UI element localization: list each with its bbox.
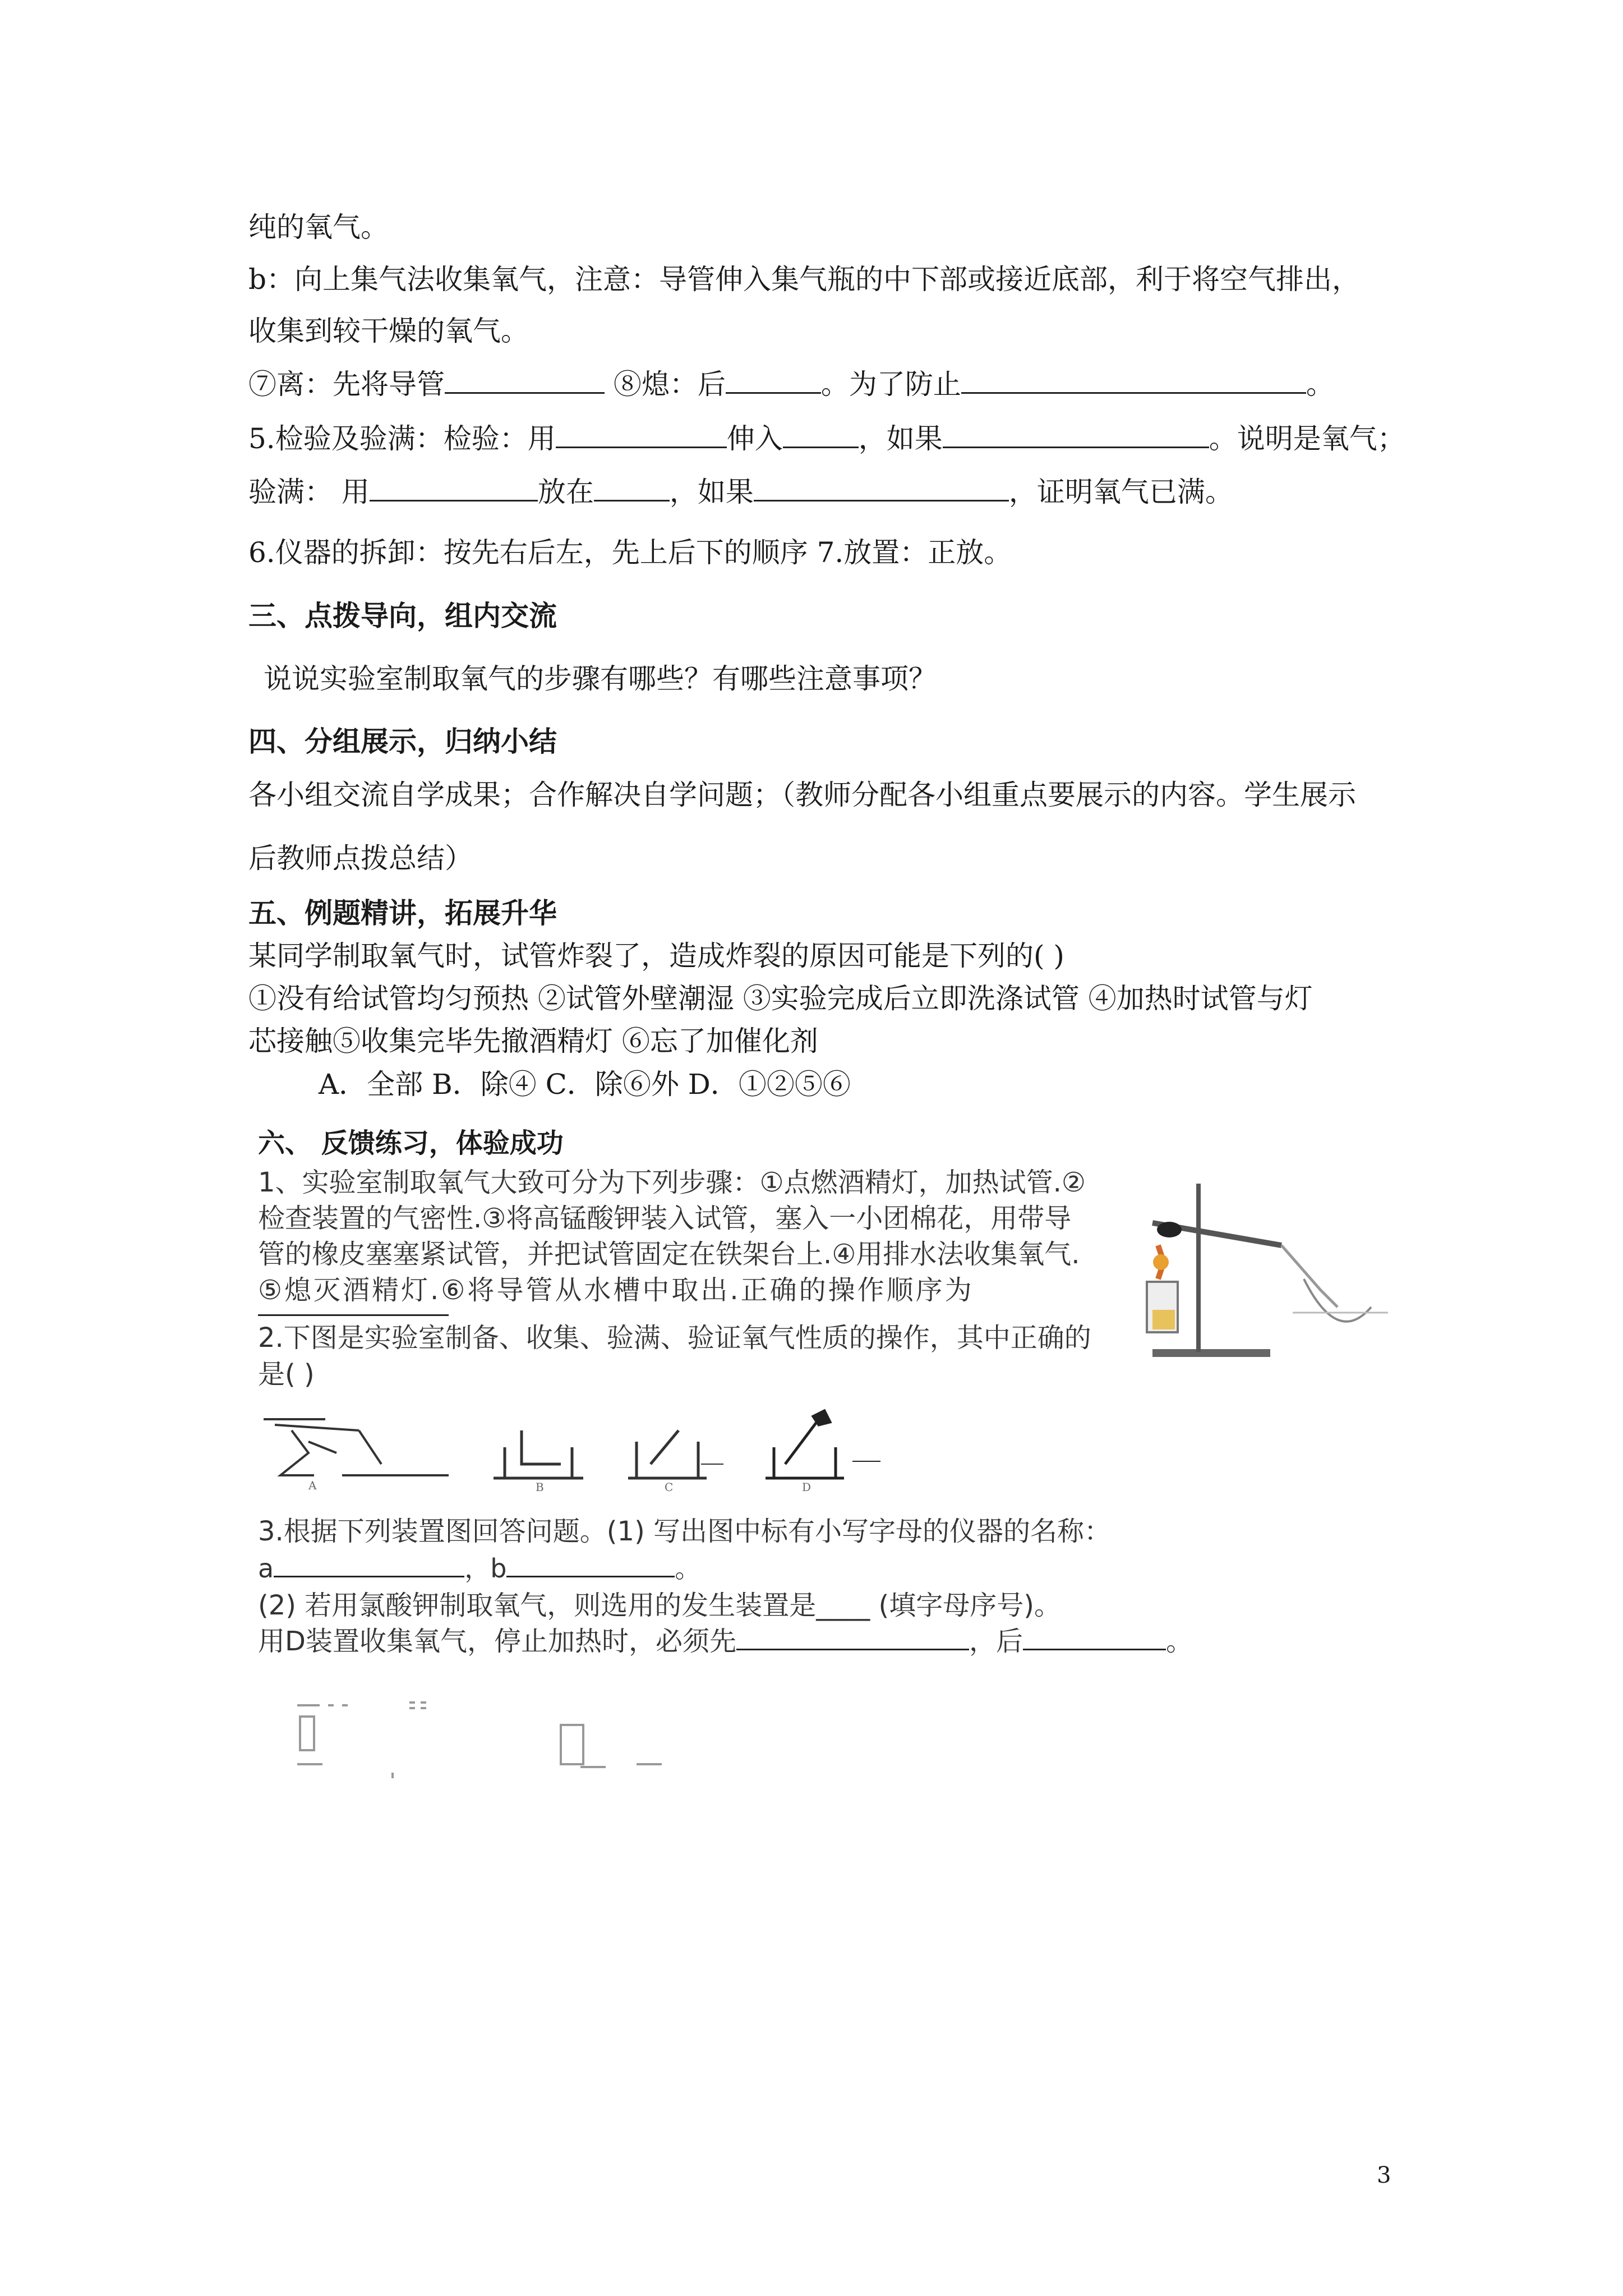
- figure-a: [264, 1419, 449, 1475]
- text-segment: a: [258, 1553, 274, 1584]
- answer-blank[interactable]: [961, 370, 1306, 394]
- text-line: 收集到较干燥的氧气。: [248, 315, 529, 347]
- question-text: 2.下图是实验室制备、收集、验满、验证氧气性质的操作，其中正确的: [258, 1322, 1091, 1354]
- text-line: [248, 367, 1334, 401]
- text-segment: ，如果: [669, 476, 754, 508]
- text-segment: ，如果: [858, 422, 943, 455]
- section-heading: 六、 反馈练习，体验成功: [258, 1128, 564, 1159]
- answer-blank[interactable]: [274, 1553, 464, 1577]
- answer-blank[interactable]: [943, 424, 1209, 448]
- question-text: 1、实验室制取氧气大致可分为下列步骤：①点燃酒精灯，加热试管.②: [258, 1167, 1086, 1198]
- text-segment: 5.检验及验满：检验：用: [248, 422, 556, 455]
- text-segment: ，b: [464, 1553, 507, 1584]
- figure-label: D: [802, 1480, 811, 1492]
- answer-blank[interactable]: [445, 370, 605, 394]
- apparatus-figure: [1136, 1167, 1394, 1374]
- figure-c: [628, 1430, 723, 1478]
- text-segment: 。为了防止: [820, 368, 961, 401]
- text-line: [248, 422, 1405, 455]
- figure-b: [494, 1430, 583, 1478]
- figure-label: A: [308, 1479, 317, 1492]
- text-line: 6.仪器的拆卸：按先右后左，先上后下的顺序 7.放置：正放。: [248, 536, 1012, 569]
- question-text: 管的橡皮塞塞紧试管，并把试管固定在铁架台上.④用排水法收集氧气.: [258, 1239, 1080, 1270]
- question-text: 3.根据下列装置图回答问题。(1) 写出图中标有小写字母的仪器的名称：: [258, 1516, 1112, 1547]
- answer-blank[interactable]: [736, 1626, 969, 1650]
- text-line: 纯的氧气。: [248, 211, 389, 243]
- question-text: 某同学制取氧气时，试管炸裂了，造成炸裂的原因可能是下列的( ): [248, 940, 1064, 972]
- text-segment: 。: [1165, 1626, 1193, 1657]
- answer-blank[interactable]: [594, 477, 670, 501]
- operations-figure: [258, 1408, 909, 1492]
- question-text: [258, 1552, 700, 1585]
- text-line: 后教师点拨总结）: [248, 842, 473, 875]
- answer-blank[interactable]: [1023, 1626, 1166, 1650]
- answer-blank[interactable]: [258, 1314, 449, 1316]
- question-text: [258, 1625, 1193, 1658]
- text-segment: ⑧熄：后: [613, 368, 726, 401]
- text-line: 各小组交流自学成果；合作解决自学问题；（教师分配各小组重点要展示的内容。学生展示: [248, 779, 1356, 811]
- text-segment: 。: [1306, 368, 1334, 401]
- answer-blank[interactable]: [370, 477, 538, 501]
- answer-blank[interactable]: [783, 424, 859, 448]
- text-segment: 。: [675, 1553, 701, 1584]
- answer-blank[interactable]: [754, 477, 1009, 501]
- text-segment: ⑦离：先将导管: [248, 368, 445, 401]
- answer-blank[interactable]: [726, 370, 821, 394]
- text-line: 说说实验室制取氧气的步骤有哪些？有哪些注意事项？: [264, 662, 937, 695]
- text-line: [248, 475, 1233, 509]
- text-segment: 验满： 用: [248, 476, 370, 508]
- section-heading: 三、点拨导向，组内交流: [248, 600, 557, 632]
- figure-d: [766, 1411, 880, 1478]
- section-heading: 五、例题精讲，拓展升华: [248, 897, 557, 930]
- option-list: 芯接触⑤收集完毕先撤酒精灯 ⑥忘了加催化剂: [248, 1025, 818, 1057]
- text-segment: 。说明是氧气；: [1209, 422, 1405, 455]
- text-segment: 伸入: [726, 422, 783, 455]
- text-line: b：向上集气法收集氧气，注意：导管伸入集气瓶的中下部或接近底部，利于将空气排出，: [248, 263, 1361, 296]
- answer-blank[interactable]: [506, 1553, 675, 1577]
- question-text: ⑤熄灭酒精灯.⑥将导管从水槽中取出.正确的操作顺序为: [258, 1274, 974, 1306]
- option-list: ①没有给试管均匀预热 ②试管外壁潮湿 ③实验完成后立即洗涤试管 ④加热时试管与灯: [248, 982, 1313, 1015]
- question-text: (2) 若用氯酸钾制取氧气，则选用的发生装置是____ (填字母序号)。: [258, 1590, 1061, 1621]
- text-segment: ，后: [969, 1626, 1023, 1657]
- device-figure: [269, 1694, 707, 1784]
- section-heading: 四、分组展示，归纳小结: [248, 725, 557, 758]
- figure-label: B: [536, 1480, 544, 1492]
- text-segment: ，证明氧气已满。: [1008, 476, 1233, 508]
- page-number: 3: [1377, 2162, 1391, 2188]
- text-segment: 用D装置收集氧气，停止加热时，必须先: [258, 1626, 736, 1657]
- figure-label: C: [665, 1480, 674, 1492]
- answer-blank[interactable]: [556, 424, 727, 448]
- text-segment: 放在: [537, 476, 594, 508]
- answer-choices: A．全部 B．除④ C．除⑥外 D．①②⑤⑥: [319, 1068, 851, 1101]
- question-text: 是( ): [258, 1359, 315, 1390]
- question-text: 检查装置的气密性.③将高锰酸钾装入试管，塞入一小团棉花，用带导: [258, 1203, 1072, 1234]
